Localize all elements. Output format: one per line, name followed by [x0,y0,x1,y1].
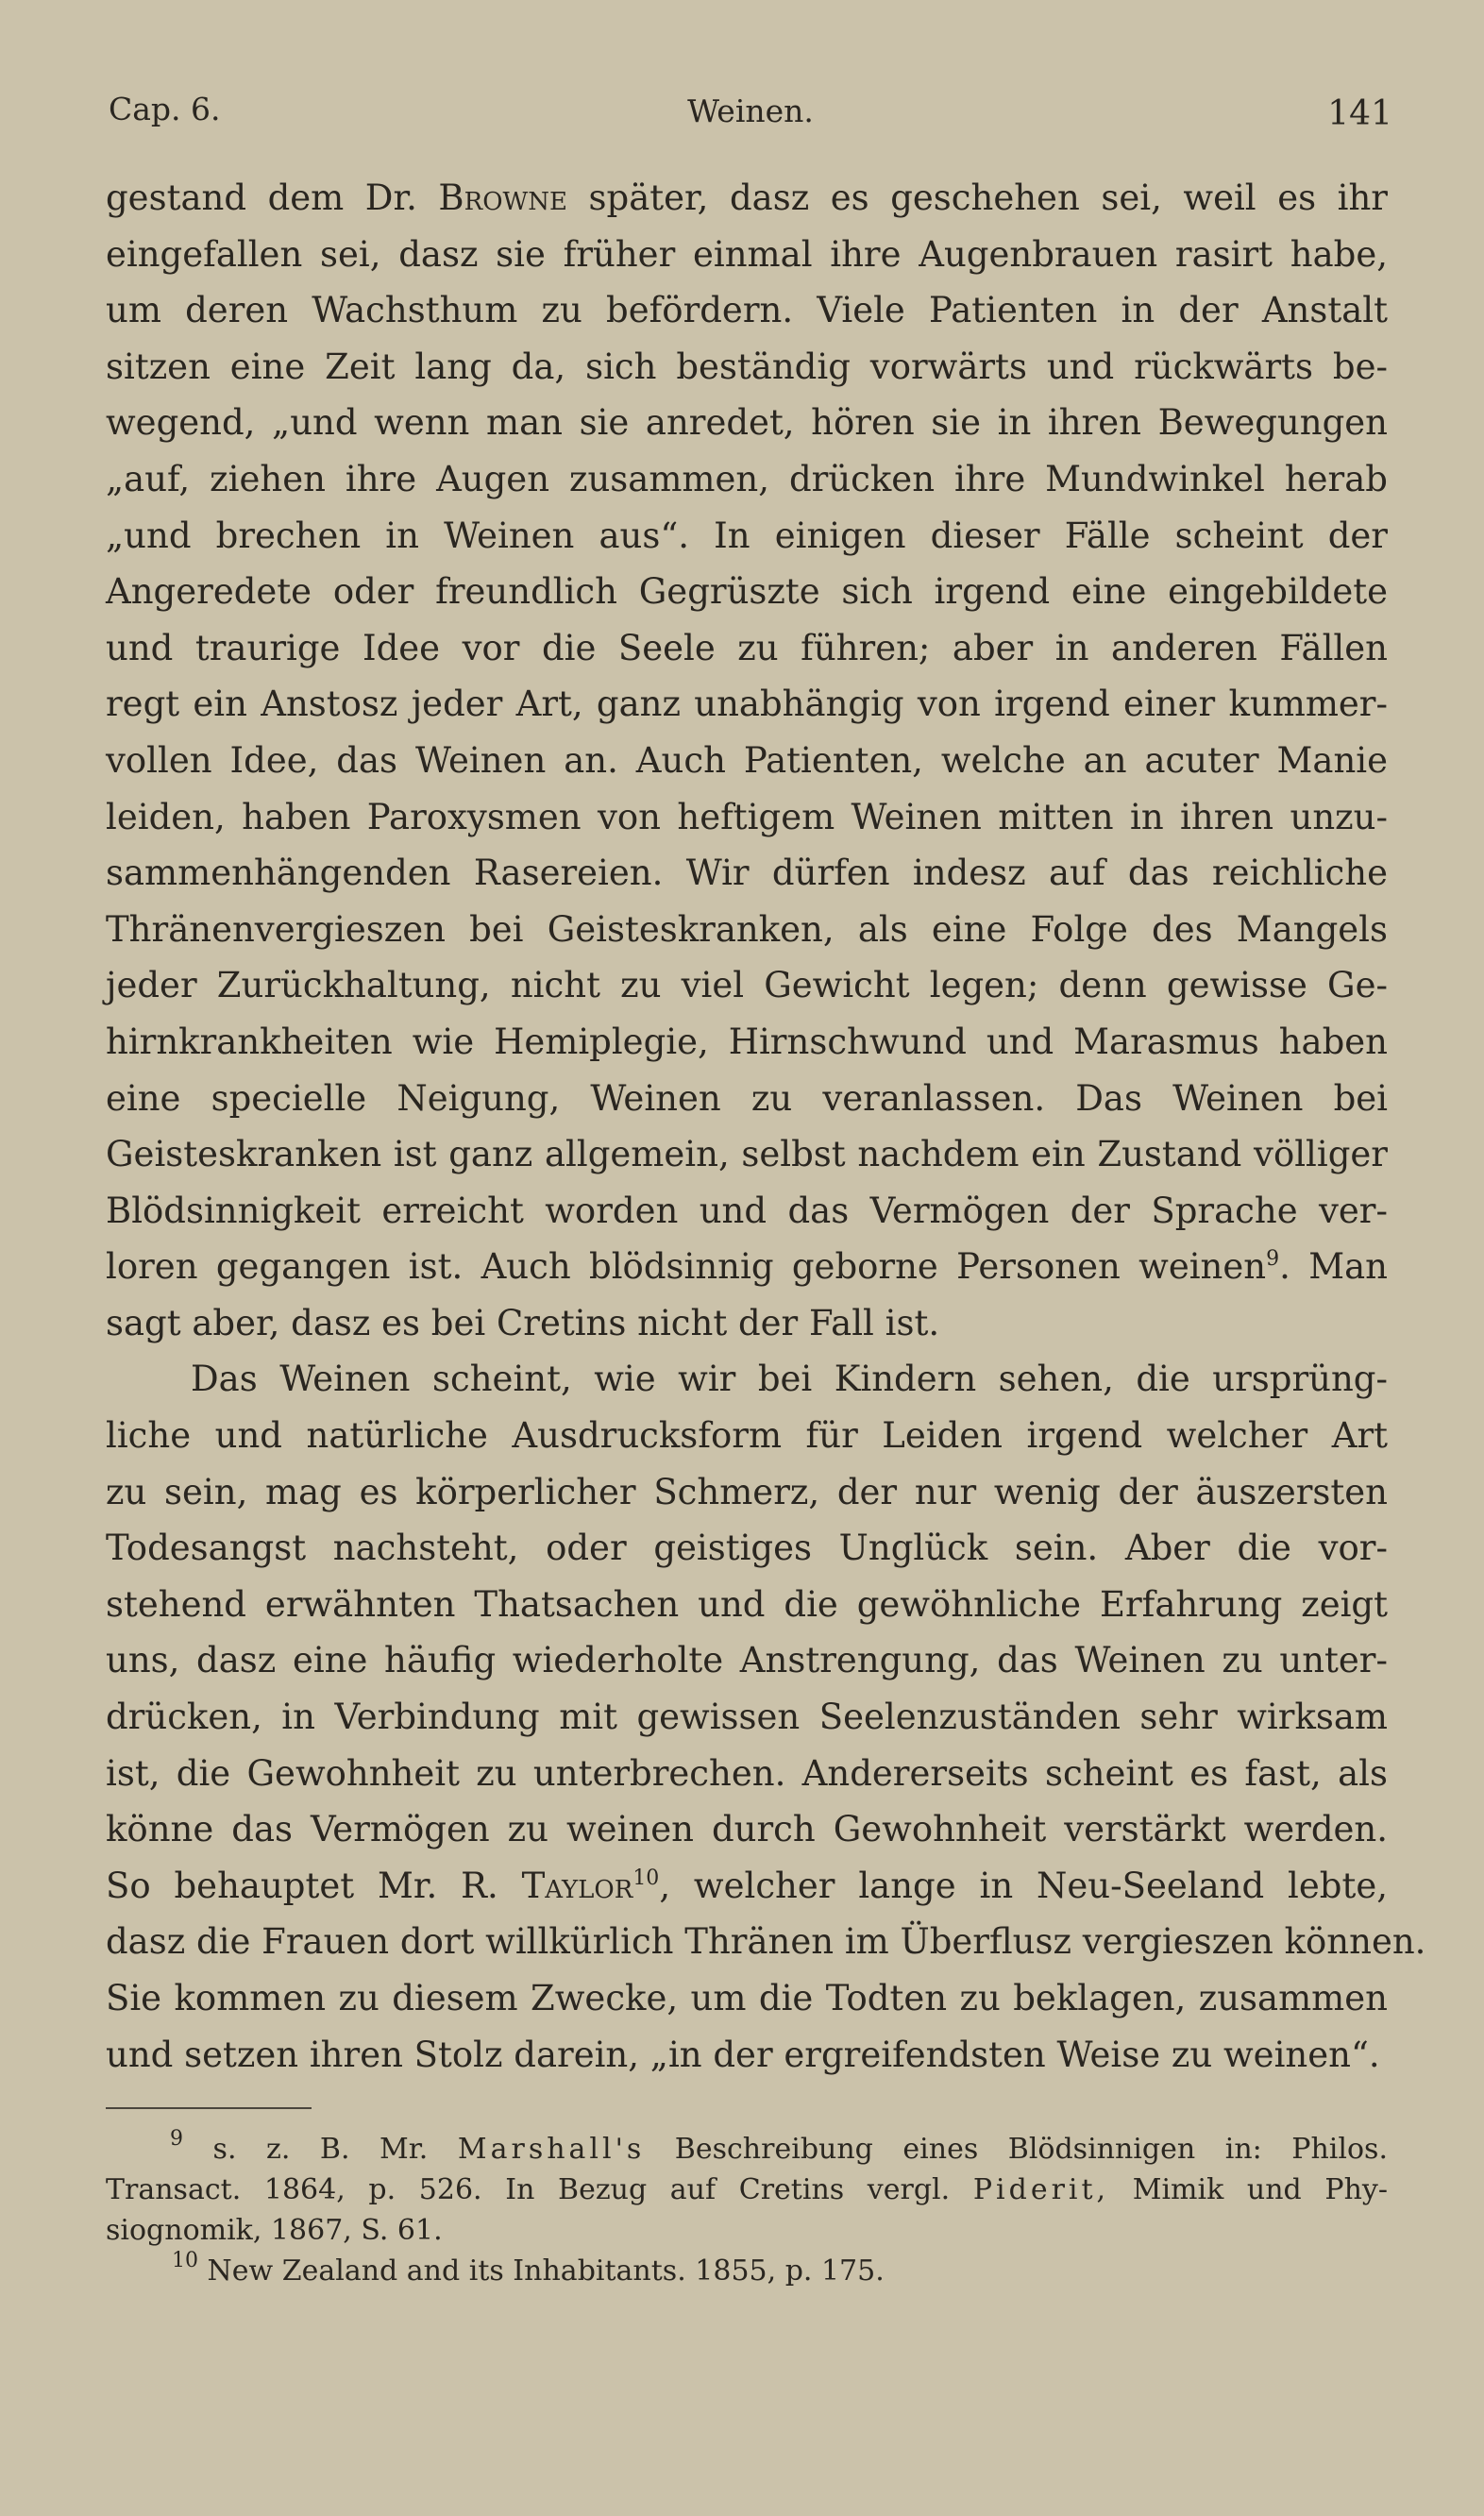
text-line: ist, die Gewohnheit zu unterbrechen. Andererseits scheint es fast, als [106,1752,1388,1794]
text-line: wegend, „und wenn man sie anredet, hören sie in ihren Bewegungen [106,402,1388,444]
text-line: dasz die Frauen dort willkürlich Thränen im Überflusz vergieszen können. [106,1921,1426,1963]
text-line: regt ein Anstosz jeder Art, ganz unabhängig von irgend einer kummer- [106,684,1388,725]
text-line: Angeredete oder freundlich Gegrüszte sich irgend eine eingebildete [106,571,1388,613]
text-line: eine specielle Neigung, Weinen zu veranlassen. Das Weinen bei [106,1077,1388,1119]
body-text [106,170,1426,2083]
text-line: Blödsinnigkeit erreicht worden und das Vermögen der Sprache ver- [106,1190,1388,1231]
text-line: jeder Zurückhaltung, nicht zu viel Gewicht legen; denn gewisse Ge- [106,965,1388,1006]
text-line: zu sein, mag es körperlicher Schmerz, der nur wenig der äuszersten [106,1471,1388,1512]
text-line: Thränenvergieszen bei Geisteskranken, als eine Folge des Mangels [106,908,1388,950]
chapter-label: Cap. 6. [109,91,221,127]
text-line: liche und natürliche Ausdrucksform für Leiden irgend welcher Art [106,1415,1388,1457]
footnote-ref: 9 [1266,1247,1280,1272]
text-line: „auf, ziehen ihre Augen zusammen, drücken ihre Mundwinkel herab [106,458,1388,499]
text-line: sagt aber, dasz es bei Cretins nicht der Fall ist. [106,1302,940,1343]
text-line: gestand dem Dr. Browne später, dasz es geschehen sei, weil es ihr [106,177,1388,218]
author-name: Browne [438,177,567,218]
text-line: hirnkrankheiten wie Hemiplegie, Hirnschwund und Marasmus haben [106,1021,1388,1062]
text-line: vollen Idee, das Weinen an. Auch Patienten, welche an acuter Manie [106,739,1388,781]
paragraph-first-line: Das Weinen scheint, wie wir bei Kindern sehen, die ursprüng- [191,1359,1388,1400]
text-line: stehend erwähnten Thatsachen und die gewöhnliche Erfahrung zeigt [106,1583,1388,1625]
text-line: könne das Vermögen zu weinen durch Gewohnheit verstärkt werden. [106,1809,1388,1850]
text-line: drücken, in Verbindung mit gewissen Seelenzuständen sehr wirksam [106,1697,1388,1738]
text-line: Todesangst nachsteht, oder geistiges Unglück sein. Aber die vor- [106,1528,1388,1569]
text-line: leiden, haben Paroxysmen von heftigem Weinen mitten in ihren unzu- [106,796,1388,837]
text-line: sitzen eine Zeit lang da, sich beständig vorwärts und rückwärts be- [106,346,1388,387]
footnote-9-line: Transact. 1864, p. 526. In Bezug auf Cretins vergl. Piderit, Mimik und Phy- [106,2173,1388,2206]
footnotes [106,2129,1388,2291]
footnote-divider [106,2107,312,2109]
footnote-9-line: siognomik, 1867, S. 61. [106,2214,443,2247]
text-line: und traurige Idee vor die Seele zu führen; aber in anderen Fällen [106,627,1388,668]
page-number: 141 [1327,94,1392,133]
text-line: „und brechen in Weinen aus“. In einigen dieser Fälle scheint der [106,515,1388,556]
text-line: Geisteskranken ist ganz allgemein, selbst nachdem ein Zustand völliger [106,1134,1388,1175]
footnote-ref: 10 [632,1866,660,1890]
text-line: uns, dasz eine häufig wiederholte Anstrengung, das Weinen zu unter- [106,1640,1388,1681]
text-line: und setzen ihren Stolz darein, „in der ergreifendsten Weise zu weinen“. [106,2034,1380,2075]
text-line: Sie kommen zu diesem Zwecke, um die Todten zu beklagen, zusammen [106,1978,1388,2018]
running-title: Weinen. [687,93,814,129]
footnote-10: $^{10}$ New Zealand and its Inhabitants. 1855, p. 175. [172,2249,885,2288]
footnote-number: 9 [170,2127,183,2151]
text-line: eingefallen sei, dasz sie früher einmal ihre Augenbrauen rasirt habe, [106,233,1388,275]
text-line: loren gegangen ist. Auch blödsinnig geborne Personen weinen$^9$. Man [106,1246,1389,1288]
text-line: So behauptet Mr. R. Taylor$^{10}$, welcher lange in Neu-Seeland lebte, [106,1865,1388,1906]
text-line: sammenhängenden Rasereien. Wir dürfen indesz auf das reichliche [106,853,1388,894]
footnote-number: 10 [172,2249,198,2272]
author-name: Taylor [521,1865,633,1906]
running-header [109,91,1392,138]
footnote-9: $^9$ s. z. B. Mr. Marshall's Beschreibung eines Blödsinnigen in: Philos. [170,2127,1388,2166]
text-line: um deren Wachsthum zu befördern. Viele Patienten in der Anstalt [106,290,1388,331]
